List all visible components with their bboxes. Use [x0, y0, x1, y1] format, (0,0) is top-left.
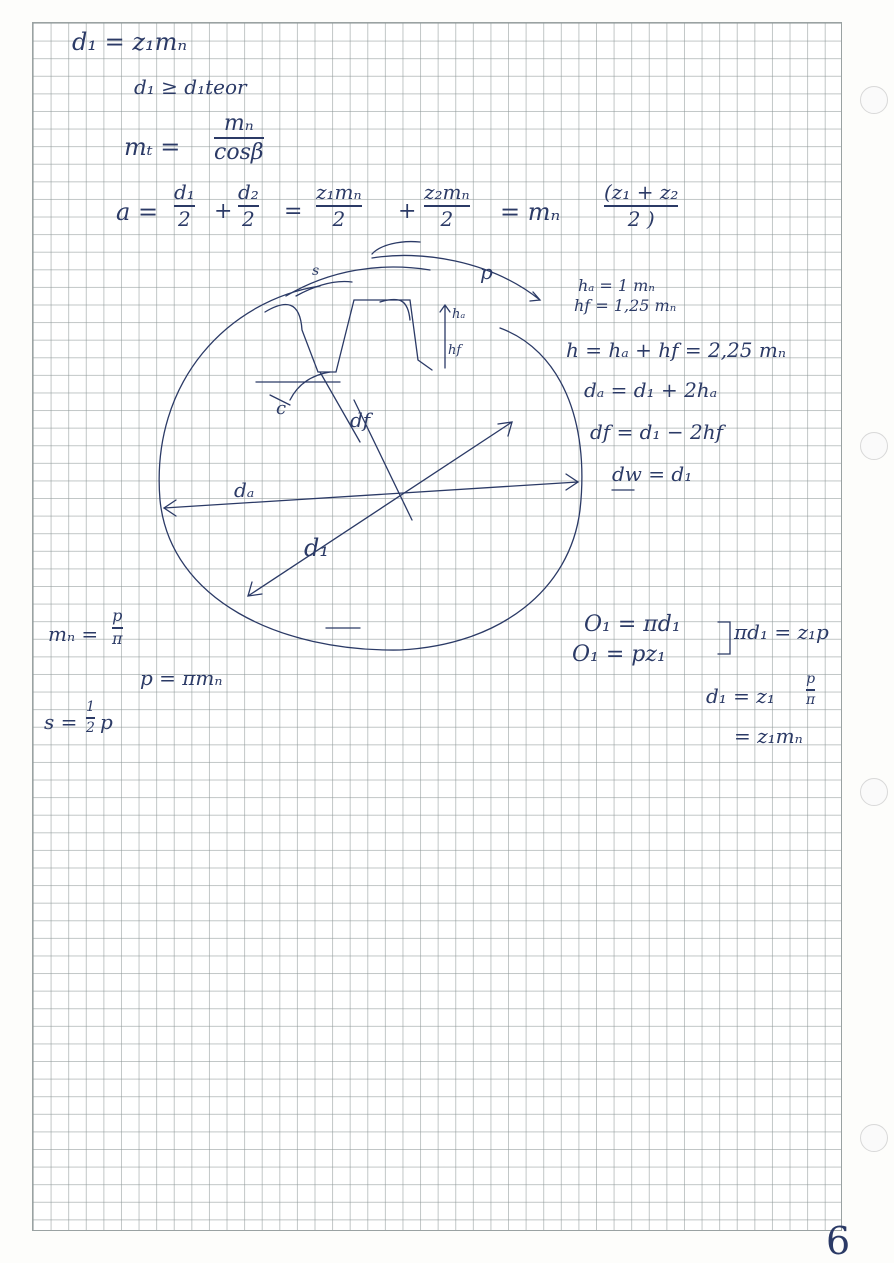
- formula-mn-lhs: mₙ =: [48, 622, 99, 646]
- s-den: 2: [86, 719, 95, 736]
- formula-d1-lhs: d₁ = z₁: [706, 684, 775, 708]
- label-pitch: p: [480, 260, 493, 284]
- label-root-diameter: df: [350, 408, 371, 432]
- punch-hole: [860, 778, 888, 806]
- formula-s-p: p: [100, 710, 113, 734]
- d1-den: π: [806, 691, 816, 708]
- formula-a-lhs: a =: [116, 198, 159, 226]
- term1-den: 2: [178, 207, 191, 231]
- term1-num: d₁: [174, 180, 195, 204]
- formula-s-fraction: [86, 700, 95, 735]
- formula-ha: hₐ = 1 mₙ: [578, 276, 655, 295]
- formula-a-term3: [316, 182, 362, 230]
- formula-d1-fraction: [806, 672, 815, 707]
- formula-z1mn: = z₁mₙ: [734, 724, 803, 748]
- formula-dw: dw = d₁: [612, 462, 693, 486]
- d1-num: p: [806, 671, 816, 687]
- formula-d1: d₁ = z₁mₙ: [72, 28, 188, 56]
- term5-num: (z₁ + z₂: [604, 180, 679, 204]
- formula-pi-d1: πd₁ = z₁p: [734, 620, 829, 644]
- formula-circumference-a: O₁ = πd₁: [584, 612, 681, 637]
- formula-circumference-b: O₁ = pz₁: [572, 642, 666, 667]
- plus-sign: +: [398, 199, 417, 224]
- label-addendum: hₐ: [452, 307, 466, 322]
- formula-da: dₐ = d₁ + 2hₐ: [584, 378, 718, 402]
- label-dedendum: hf: [448, 343, 462, 358]
- formula-a-term2: [238, 182, 259, 230]
- label-pitch-diameter: d₁: [304, 534, 329, 562]
- punch-hole: [860, 432, 888, 460]
- fraction-bar: [806, 689, 815, 691]
- formula-mn-fraction: [112, 608, 123, 648]
- formula-p: p = πmₙ: [140, 666, 223, 690]
- term4-num: z₂mₙ: [424, 180, 470, 204]
- punch-hole: [860, 86, 888, 114]
- mt-denominator: cosβ: [214, 140, 264, 166]
- term3-num: z₁mₙ: [316, 180, 362, 204]
- formula-a-term5: [604, 182, 678, 230]
- term2-den: 2: [242, 207, 255, 231]
- punch-hole: [860, 1124, 888, 1152]
- formula-a-term1: [174, 182, 195, 230]
- mn-den: π: [112, 628, 123, 648]
- mn-num: p: [112, 606, 123, 625]
- formula-hf: hf = 1,25 mₙ: [574, 296, 677, 315]
- term4-den: 2: [440, 207, 454, 231]
- s-num: 1: [86, 699, 95, 715]
- label-tip-diameter: dₐ: [234, 478, 255, 502]
- term2-num: d₂: [238, 180, 259, 204]
- formula-a-factor: = mₙ: [500, 198, 561, 226]
- formula-a-term4: [424, 182, 470, 230]
- formula-h: h = hₐ + hf = 2,25 mₙ: [566, 338, 786, 362]
- term5-den: 2 ): [627, 207, 655, 231]
- fraction-bar: [214, 137, 264, 139]
- label-clearance: c: [276, 398, 287, 419]
- formula-mt-lhs: mₜ =: [124, 133, 181, 161]
- page-number: 6: [826, 1219, 851, 1263]
- mt-numerator: mₙ: [223, 111, 254, 136]
- formula-s-lhs: s =: [44, 710, 78, 734]
- term3-den: 2: [332, 207, 346, 231]
- label-tooth-thickness: s: [312, 263, 320, 279]
- equals-sign: =: [284, 199, 303, 224]
- formula-mt-fraction: [214, 112, 264, 164]
- plus-sign: +: [214, 199, 233, 224]
- fraction-bar: [86, 717, 95, 719]
- formula-df: df = d₁ − 2hf: [590, 420, 723, 444]
- formula-d1-condition: d₁ ≥ d₁teor: [134, 75, 247, 99]
